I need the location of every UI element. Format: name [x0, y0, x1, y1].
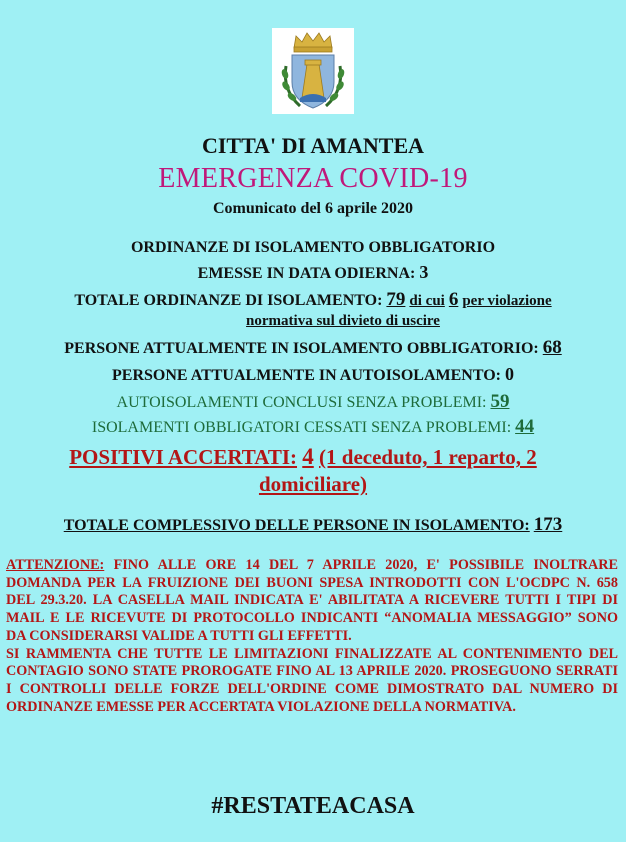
isolamento-obbl-label: PERSONE ATTUALMENTE IN ISOLAMENTO OBBLIGATORIO: — [64, 340, 539, 357]
positivi-line — [0, 444, 616, 470]
ordinanze-odierne-line — [0, 262, 626, 283]
violazione-line-2 — [30, 312, 626, 330]
town-title: CITTA' DI AMANTEA — [201, 133, 425, 158]
isol-cessati-label: ISOLAMENTI OBBLIGATORI CESSATI SENZA PROBLEMI: — [91, 419, 512, 436]
positivi-line-2 — [0, 472, 626, 497]
notice-text-1: FINO ALLE ORE 14 DEL 7 APRILE 2020, E' POSSIBILE INOLTRARE DOMANDA PER LA FRUIZIONE DEI BUONI SPESA INTRODOTTI CON L'OCDPC N. 658 DEL 29.3.20. LA CASELLA MAIL INDICATA E' ABILITATA A RICEVERE TUTTI I TIPI DI MAIL E LE RICEVUTE DI PROTOCOLLO INDICANTI “ANOMALIA MESSAGGIO” SONO DA CONSIDERARSI VALIDE A TUTTI GLI EFFETTI. — [6, 557, 619, 644]
municipal-crest-icon — [272, 28, 354, 114]
ordinanze-value: 3 — [419, 262, 429, 282]
totale-complessivo-line — [0, 514, 626, 536]
ordinanze-label-2: EMESSE IN DATA ODIERNA: — [197, 265, 416, 282]
totale-label: TOTALE COMPLESSIVO DELLE PERSONE IN ISOLAMENTO: — [63, 517, 530, 534]
isolamento-obbligatorio-line — [0, 337, 626, 359]
notice-paragraph-1 — [6, 557, 618, 646]
violazione-text-1: per violazione — [462, 293, 552, 309]
positivi-value: 4 — [302, 444, 314, 469]
isolamento-obbl-value: 68 — [542, 337, 562, 358]
comunicato-date: Comunicato del 6 aprile 2020 — [213, 200, 413, 217]
positivi-detail-1: (1 deceduto, 1 reparto, 2 — [319, 445, 537, 469]
totale-ordinanze-line — [0, 289, 626, 311]
autoisolamento-value: 0 — [504, 364, 514, 384]
violazioni-value: 6 — [448, 289, 459, 310]
totale-ordinanze-value: 79 — [386, 289, 406, 310]
totale-value: 173 — [533, 514, 563, 535]
autoisol-conclusi-value: 59 — [490, 391, 510, 412]
notice-block — [6, 557, 618, 716]
ordinanze-label-1: ORDINANZE DI ISOLAMENTO OBBLIGATORIO — [130, 239, 496, 256]
attention-label: ATTENZIONE: — [6, 557, 105, 573]
autoisol-conclusi-label: AUTOISOLAMENTI CONCLUSI SENZA PROBLEMI: — [116, 394, 487, 411]
di-cui-text: di cui — [409, 293, 445, 309]
positivi-label: POSITIVI ACCERTATI: — [69, 445, 298, 469]
ordinanze-label-line — [0, 239, 626, 257]
isol-cessati-value: 44 — [515, 416, 535, 437]
autoisolamento-line — [0, 364, 626, 385]
autoisolamento-label: PERSONE ATTUALMENTE IN AUTOISOLAMENTO: — [112, 367, 501, 384]
isolamenti-cessati-line — [0, 416, 626, 438]
autoisolamenti-conclusi-line — [0, 391, 626, 413]
violazione-text-2: normativa sul divieto di uscire — [246, 313, 440, 329]
emergency-title: EMERGENZA COVID-19 — [158, 163, 468, 194]
totale-ordinanze-label: TOTALE ORDINANZE DI ISOLAMENTO: — [74, 292, 383, 309]
hashtag-footer: #RESTATEACASA — [211, 793, 415, 819]
positivi-detail-2: domiciliare) — [258, 472, 368, 496]
notice-paragraph-2: SI RAMMENTA CHE TUTTE LE LIMITAZIONI FINALIZZATE AL CONTENIMENTO DEL CONTAGIO SONO STATE PROROGATE FINO AL 13 APRILE 2020. PROSEGUONO SERRATI I CONTROLLI DELLE FORZE DELL'ORDINE COME DIMOSTRATO DAL NUMERO DI ORDINANZE EMESSE PER ACCERTATA VIOLAZIONE DELLA NORMATIVA. — [6, 645, 618, 715]
